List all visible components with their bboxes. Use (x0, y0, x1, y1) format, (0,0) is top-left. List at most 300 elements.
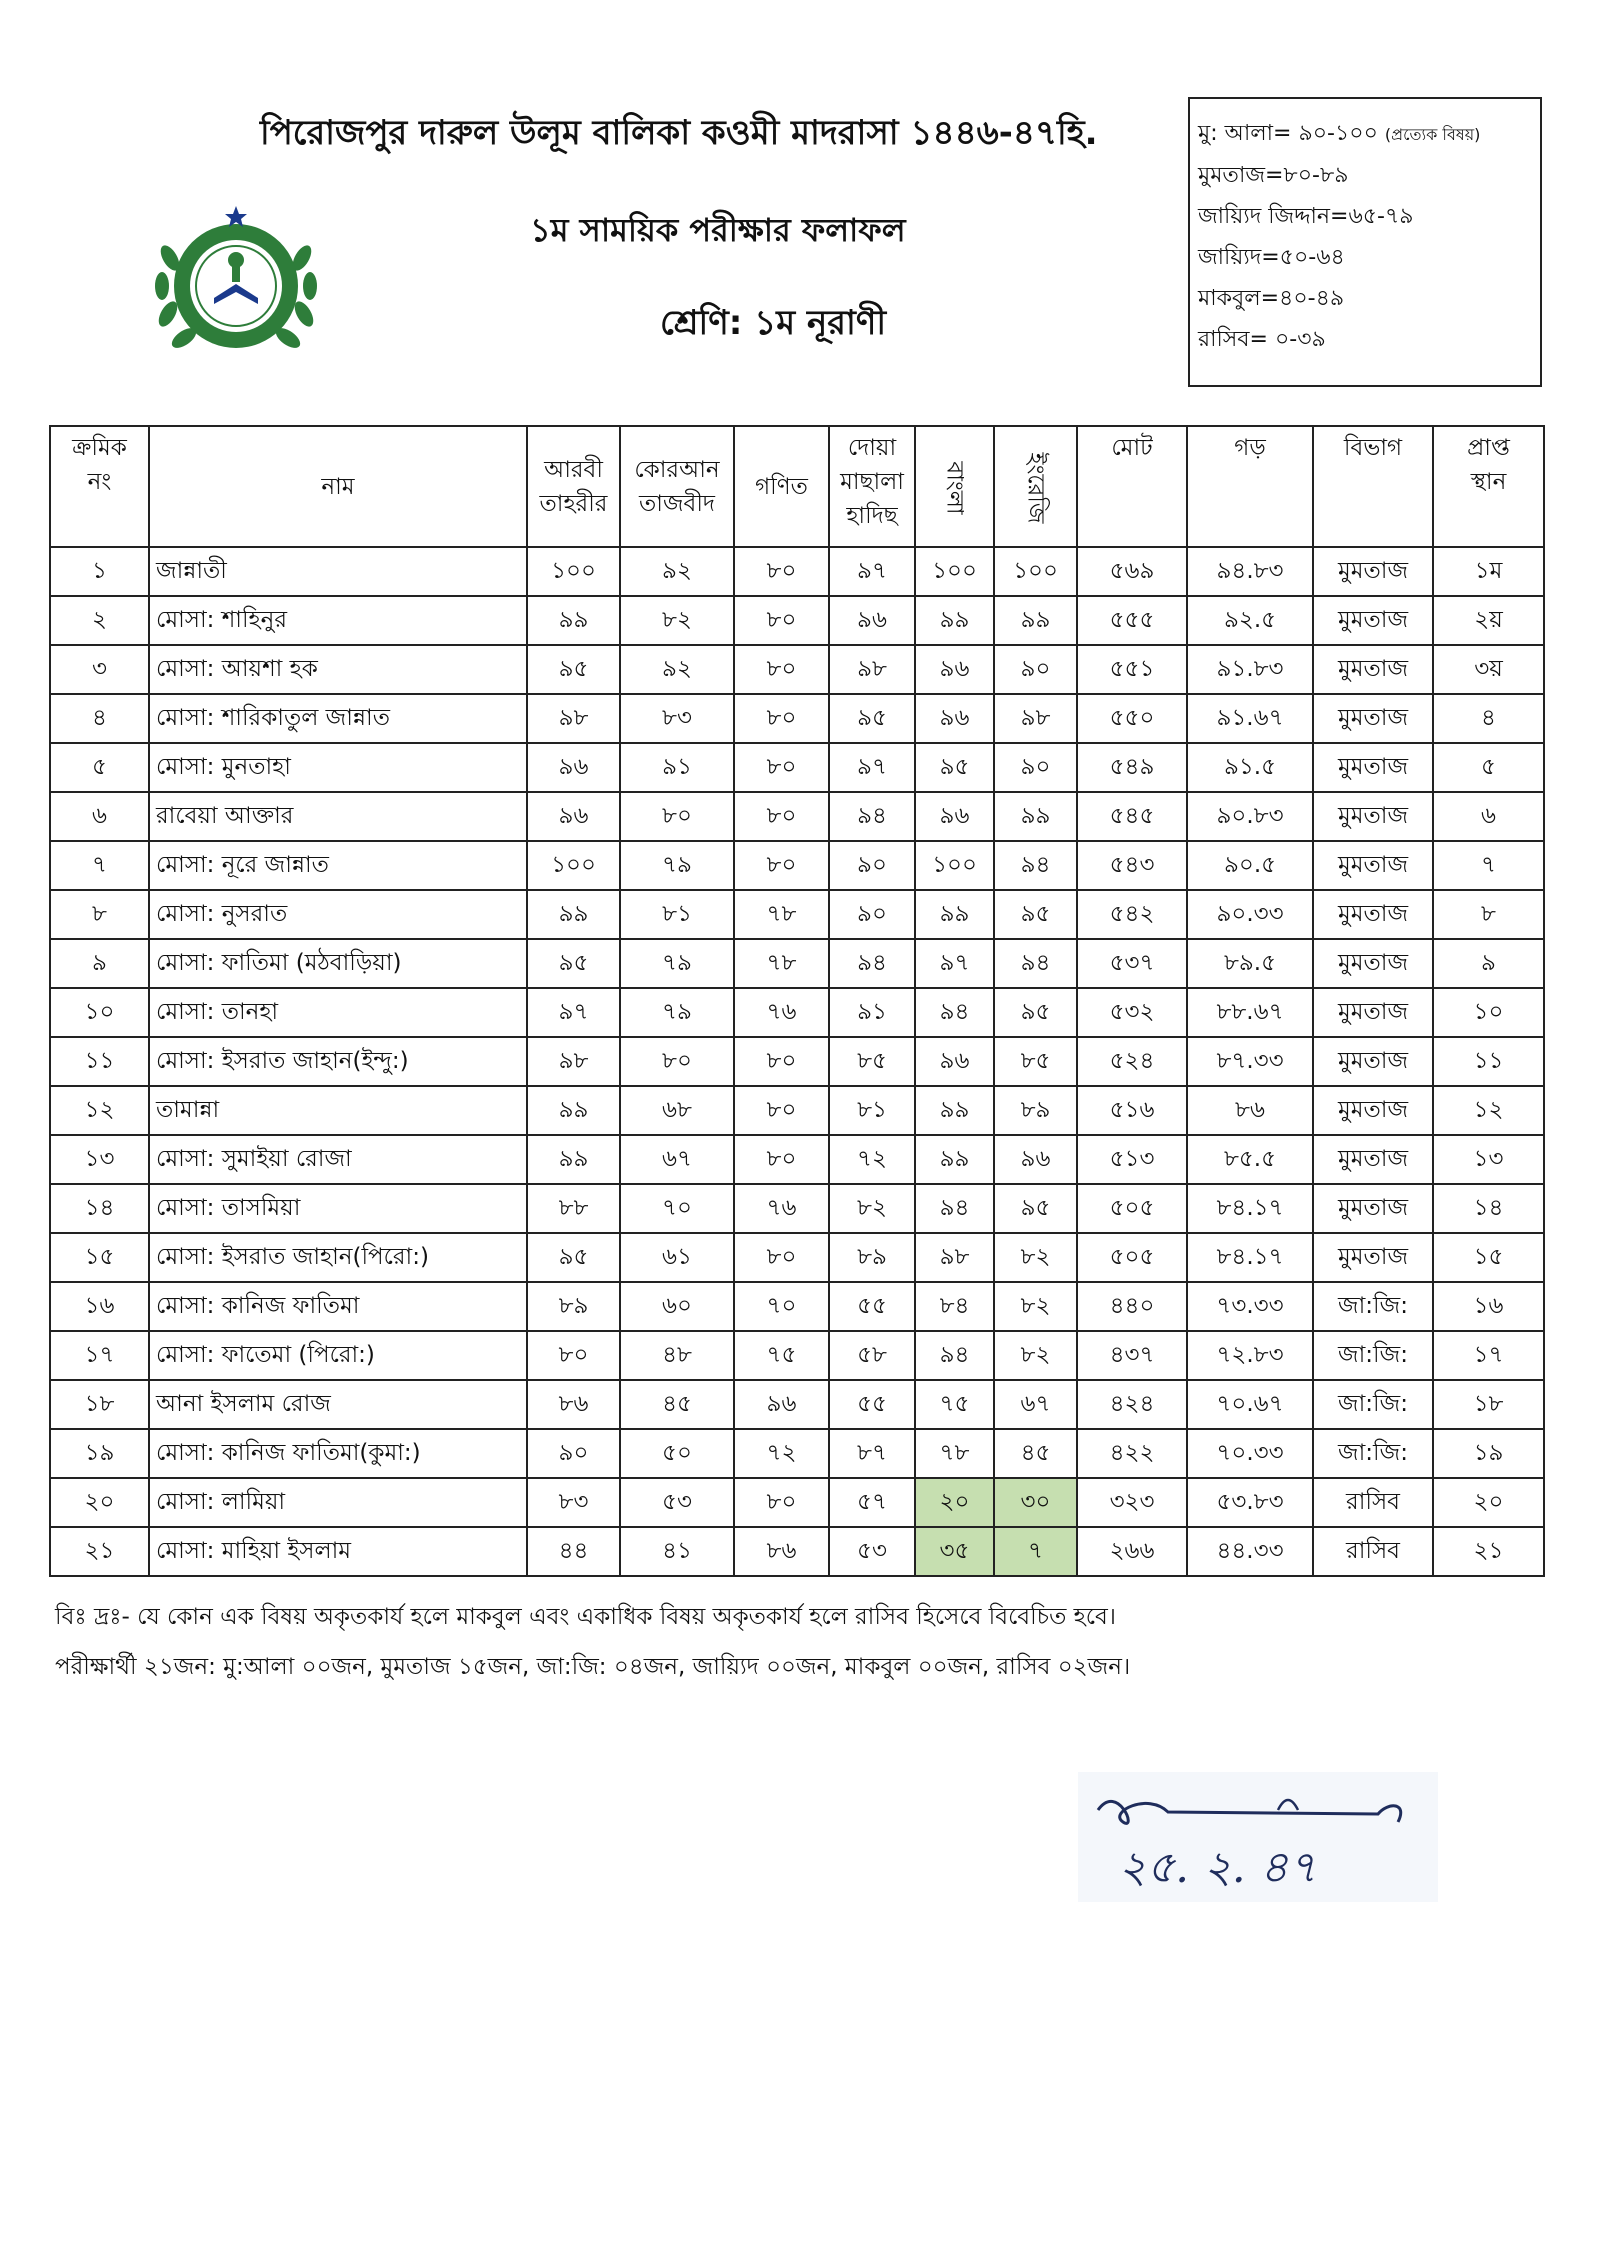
cell-bangla: ৯৮ (915, 1233, 994, 1282)
cell-total: ৫৪৫ (1077, 792, 1187, 841)
header-average: গড় (1187, 426, 1313, 547)
cell-total: ৪৩৭ (1077, 1331, 1187, 1380)
cell-english: ৯৬ (994, 1135, 1077, 1184)
table-row (50, 1429, 1544, 1478)
cell-total: ৫৬৯ (1077, 547, 1187, 596)
cell-dua: ৯৭ (829, 547, 915, 596)
cell-serial: ১০ (50, 988, 149, 1037)
cell-dua: ৫৫ (829, 1282, 915, 1331)
cell-english: ৭ (994, 1527, 1077, 1576)
cell-dua: ৯৫ (829, 694, 915, 743)
cell-english: ৯৯ (994, 596, 1077, 645)
cell-english: ৩০ (994, 1478, 1077, 1527)
cell-division: রাসিব (1313, 1478, 1433, 1527)
cell-bangla: ১০০ (915, 547, 994, 596)
grade-row: রাসিব= ০-৩৯ (1198, 327, 1326, 352)
cell-average: ৯১.৬৭ (1187, 694, 1313, 743)
cell-position: ৯ (1433, 939, 1544, 988)
cell-serial: ১৩ (50, 1135, 149, 1184)
cell-serial: ৭ (50, 841, 149, 890)
cell-position: ১৭ (1433, 1331, 1544, 1380)
cell-division: জা:জি: (1313, 1282, 1433, 1331)
table-row (50, 988, 1544, 1037)
cell-quran: ৬০ (620, 1282, 734, 1331)
cell-arabic: ৯৬ (527, 743, 620, 792)
cell-serial: ৫ (50, 743, 149, 792)
cell-english: ৯৮ (994, 694, 1077, 743)
cell-serial: ১৬ (50, 1282, 149, 1331)
cell-dua: ৮৫ (829, 1037, 915, 1086)
cell-arabic: ১০০ (527, 547, 620, 596)
table-row (50, 694, 1544, 743)
cell-position: ৪ (1433, 694, 1544, 743)
cell-arabic: ৯৫ (527, 1233, 620, 1282)
cell-average: ৪৪.৩৩ (1187, 1527, 1313, 1576)
header-serial: ক্রমিক নং (50, 426, 149, 547)
cell-name: মোসা: লামিয়া (149, 1478, 527, 1527)
cell-arabic: ১০০ (527, 841, 620, 890)
cell-math: ৭৮ (734, 939, 829, 988)
cell-english: ৮২ (994, 1233, 1077, 1282)
cell-dua: ৮১ (829, 1086, 915, 1135)
cell-total: ৪৪০ (1077, 1282, 1187, 1331)
cell-serial: ২১ (50, 1527, 149, 1576)
cell-quran: ৪১ (620, 1527, 734, 1576)
cell-arabic: ৯৯ (527, 890, 620, 939)
grade-row (1198, 113, 1530, 155)
cell-position: ১০ (1433, 988, 1544, 1037)
class-label: শ্রেণি: ১ম নূরাণী (660, 303, 887, 343)
cell-math: ৮০ (734, 1086, 829, 1135)
table-row (50, 1233, 1544, 1282)
cell-division: মুমতাজ (1313, 890, 1433, 939)
cell-total: ৫৫৫ (1077, 596, 1187, 645)
table-row (50, 1037, 1544, 1086)
cell-quran: ৯২ (620, 547, 734, 596)
cell-math: ৮০ (734, 1135, 829, 1184)
cell-average: ৯৪.৮৩ (1187, 547, 1313, 596)
madrasa-logo-icon (148, 198, 324, 374)
cell-quran: ৪৫ (620, 1380, 734, 1429)
cell-average: ৯১.৫ (1187, 743, 1313, 792)
cell-name: মোসা: শারিকাতুল জান্নাত (149, 694, 527, 743)
table-row (50, 1282, 1544, 1331)
table-row (50, 1527, 1544, 1576)
cell-position: ১৯ (1433, 1429, 1544, 1478)
cell-average: ৯১.৮৩ (1187, 645, 1313, 694)
cell-bangla: ৭৫ (915, 1380, 994, 1429)
grade-row: জায়্যিদ=৫০-৬৪ (1198, 245, 1345, 270)
cell-math: ৮০ (734, 1233, 829, 1282)
cell-english: ৮৯ (994, 1086, 1077, 1135)
cell-bangla: ৩৫ (915, 1527, 994, 1576)
cell-bangla: ৯৪ (915, 1184, 994, 1233)
cell-english: ৯৯ (994, 792, 1077, 841)
cell-dua: ৯৭ (829, 743, 915, 792)
cell-average: ৯২.৫ (1187, 596, 1313, 645)
cell-quran: ৪৮ (620, 1331, 734, 1380)
table-row (50, 792, 1544, 841)
cell-total: ৫৫১ (1077, 645, 1187, 694)
cell-arabic: ৮৮ (527, 1184, 620, 1233)
cell-english: ৯৫ (994, 988, 1077, 1037)
cell-name: মোসা: কানিজ ফাতিমা (149, 1282, 527, 1331)
cell-math: ৭৮ (734, 890, 829, 939)
cell-arabic: ৯৮ (527, 1037, 620, 1086)
cell-position: ১৬ (1433, 1282, 1544, 1331)
cell-division: মুমতাজ (1313, 1135, 1433, 1184)
cell-name: মোসা: ফাতিমা (মঠবাড়িয়া) (149, 939, 527, 988)
cell-math: ৮০ (734, 841, 829, 890)
cell-arabic: ৯৬ (527, 792, 620, 841)
cell-name: মোসা: নূরে জান্নাত (149, 841, 527, 890)
cell-math: ৮০ (734, 645, 829, 694)
cell-quran: ৮৩ (620, 694, 734, 743)
cell-quran: ৫০ (620, 1429, 734, 1478)
cell-bangla: ৭৮ (915, 1429, 994, 1478)
cell-quran: ৭৯ (620, 988, 734, 1037)
cell-name: মোসা: ইসরাত জাহান(পিরো:) (149, 1233, 527, 1282)
cell-dua: ৮২ (829, 1184, 915, 1233)
cell-dua: ৭২ (829, 1135, 915, 1184)
cell-average: ৭৩.৩৩ (1187, 1282, 1313, 1331)
cell-dua: ৯৪ (829, 939, 915, 988)
exam-subtitle: ১ম সাময়িক পরীক্ষার ফলাফল (530, 211, 906, 249)
cell-quran: ৬৮ (620, 1086, 734, 1135)
header-math: গণিত (734, 426, 829, 547)
cell-position: ১ম (1433, 547, 1544, 596)
table-row (50, 547, 1544, 596)
cell-division: জা:জি: (1313, 1429, 1433, 1478)
cell-math: ৮৬ (734, 1527, 829, 1576)
cell-english: ৯৫ (994, 1184, 1077, 1233)
cell-division: মুমতাজ (1313, 841, 1433, 890)
table-row (50, 743, 1544, 792)
cell-average: ৮৯.৫ (1187, 939, 1313, 988)
cell-average: ৮৬ (1187, 1086, 1313, 1135)
cell-average: ৮৫.৫ (1187, 1135, 1313, 1184)
cell-quran: ৮০ (620, 1037, 734, 1086)
table-row (50, 1086, 1544, 1135)
cell-position: ২য় (1433, 596, 1544, 645)
cell-bangla: ৯৬ (915, 792, 994, 841)
cell-bangla: ৮৪ (915, 1282, 994, 1331)
cell-quran: ৮০ (620, 792, 734, 841)
cell-division: মুমতাজ (1313, 1233, 1433, 1282)
table-row (50, 890, 1544, 939)
cell-bangla: ৯৭ (915, 939, 994, 988)
cell-english: ৮২ (994, 1331, 1077, 1380)
cell-bangla: ৯৯ (915, 596, 994, 645)
cell-math: ৭৫ (734, 1331, 829, 1380)
cell-arabic: ৮৯ (527, 1282, 620, 1331)
cell-name: মোসা: শাহিনুর (149, 596, 527, 645)
cell-total: ৫৫০ (1077, 694, 1187, 743)
cell-bangla: ৯৬ (915, 645, 994, 694)
grade-scale-box (1188, 97, 1542, 387)
cell-name: মোসা: ফাতেমা (পিরো:) (149, 1331, 527, 1380)
table-row (50, 1135, 1544, 1184)
cell-average: ৮৭.৩৩ (1187, 1037, 1313, 1086)
cell-serial: ৮ (50, 890, 149, 939)
cell-name: জান্নাতী (149, 547, 527, 596)
header-english: ইংরেজি (994, 426, 1077, 547)
cell-arabic: ৮৩ (527, 1478, 620, 1527)
cell-division: জা:জি: (1313, 1380, 1433, 1429)
page-title: পিরোজপুর দারুল উলূম বালিকা কওমী মাদরাসা ১৪৪৬-৪৭হি. (260, 113, 1098, 153)
header-total: মোট (1077, 426, 1187, 547)
grade-row: মুমতাজ=৮০-৮৯ (1198, 163, 1349, 188)
cell-quran: ৭৯ (620, 841, 734, 890)
table-header-row (50, 426, 1544, 547)
cell-name: মোসা: সুমাইয়া রোজা (149, 1135, 527, 1184)
header-arabic: আরবী তাহরীর (527, 426, 620, 547)
cell-name: তামান্না (149, 1086, 527, 1135)
cell-name: মোসা: আয়শা হক (149, 645, 527, 694)
grade-note: (প্রত্যেক বিষয়) (1384, 125, 1481, 144)
cell-total: ৫১৩ (1077, 1135, 1187, 1184)
cell-average: ৮৪.১৭ (1187, 1233, 1313, 1282)
cell-serial: ১৫ (50, 1233, 149, 1282)
cell-bangla: ৯৪ (915, 988, 994, 1037)
cell-quran: ৬১ (620, 1233, 734, 1282)
cell-arabic: ৪৪ (527, 1527, 620, 1576)
cell-average: ৭০.৬৭ (1187, 1380, 1313, 1429)
cell-dua: ৯৮ (829, 645, 915, 694)
header-position: প্রাপ্ত স্থান (1433, 426, 1544, 547)
cell-quran: ৯১ (620, 743, 734, 792)
cell-english: ৯০ (994, 645, 1077, 694)
cell-quran: ৭৯ (620, 939, 734, 988)
cell-name: মোসা: ইসরাত জাহান(ইন্দু:) (149, 1037, 527, 1086)
table-row (50, 1478, 1544, 1527)
cell-quran: ৮২ (620, 596, 734, 645)
cell-position: ১১ (1433, 1037, 1544, 1086)
cell-dua: ৮৭ (829, 1429, 915, 1478)
cell-serial: ১২ (50, 1086, 149, 1135)
cell-math: ৮০ (734, 1478, 829, 1527)
footer-summary: পরীক্ষার্থী ২১জন: মু:আলা ০০জন, মুমতাজ ১৫জন, জা:জি: ০৪জন, জায়্যিদ ০০জন, মাকবুল ০০জন, রাসিব ০২জন। (55, 1654, 1131, 1680)
cell-english: ৯০ (994, 743, 1077, 792)
cell-position: ৩য় (1433, 645, 1544, 694)
signature-icon (1078, 1772, 1438, 1902)
cell-dua: ৮৯ (829, 1233, 915, 1282)
cell-division: মুমতাজ (1313, 596, 1433, 645)
cell-position: ২১ (1433, 1527, 1544, 1576)
cell-total: ৩২৩ (1077, 1478, 1187, 1527)
cell-arabic: ৯০ (527, 1429, 620, 1478)
cell-serial: ৯ (50, 939, 149, 988)
cell-average: ৮৪.১৭ (1187, 1184, 1313, 1233)
header-division: বিভাগ (1313, 426, 1433, 547)
cell-english: ৮২ (994, 1282, 1077, 1331)
cell-position: ১২ (1433, 1086, 1544, 1135)
signature-date: ২৫. ২. ৪৭ (1118, 1842, 1317, 1893)
cell-serial: ১৪ (50, 1184, 149, 1233)
cell-serial: ৬ (50, 792, 149, 841)
cell-arabic: ৯৯ (527, 1086, 620, 1135)
cell-name: মোসা: মাহিয়া ইসলাম (149, 1527, 527, 1576)
cell-math: ৮০ (734, 792, 829, 841)
cell-position: ১৮ (1433, 1380, 1544, 1429)
cell-arabic: ৯৯ (527, 596, 620, 645)
cell-bangla: ২০ (915, 1478, 994, 1527)
cell-bangla: ৯৯ (915, 1086, 994, 1135)
cell-english: ৪৫ (994, 1429, 1077, 1478)
cell-english: ৯৪ (994, 939, 1077, 988)
cell-serial: ১৯ (50, 1429, 149, 1478)
cell-quran: ৫৩ (620, 1478, 734, 1527)
cell-arabic: ৯৮ (527, 694, 620, 743)
cell-division: মুমতাজ (1313, 1184, 1433, 1233)
cell-position: ৭ (1433, 841, 1544, 890)
cell-arabic: ৮৬ (527, 1380, 620, 1429)
footer-note: বিঃ দ্রঃ- যে কোন এক বিষয় অকৃতকার্য হলে মাকবুল এবং একাধিক বিষয় অকৃতকার্য হলে রাসিব হিসেবে বিবেচিত হবে। (55, 1604, 1117, 1630)
cell-position: ১৩ (1433, 1135, 1544, 1184)
cell-dua: ৫৩ (829, 1527, 915, 1576)
cell-arabic: ৯৫ (527, 939, 620, 988)
cell-division: মুমতাজ (1313, 1086, 1433, 1135)
cell-division: মুমতাজ (1313, 1037, 1433, 1086)
cell-division: মুমতাজ (1313, 645, 1433, 694)
cell-math: ৮০ (734, 547, 829, 596)
cell-average: ৯০.৮৩ (1187, 792, 1313, 841)
result-table (49, 425, 1545, 1577)
cell-total: ২৬৬ (1077, 1527, 1187, 1576)
cell-math: ৮০ (734, 1037, 829, 1086)
cell-serial: ১৮ (50, 1380, 149, 1429)
cell-math: ৭৬ (734, 988, 829, 1037)
grade-row: মাকবুল=৪০-৪৯ (1198, 286, 1345, 311)
cell-english: ৮৫ (994, 1037, 1077, 1086)
cell-division: মুমতাজ (1313, 792, 1433, 841)
cell-division: মুমতাজ (1313, 547, 1433, 596)
table-row (50, 596, 1544, 645)
table-row (50, 1331, 1544, 1380)
cell-division: মুমতাজ (1313, 743, 1433, 792)
table-row (50, 841, 1544, 890)
cell-name: মোসা: কানিজ ফাতিমা(কুমা:) (149, 1429, 527, 1478)
cell-serial: ১ (50, 547, 149, 596)
cell-total: ৪২২ (1077, 1429, 1187, 1478)
table-row (50, 1184, 1544, 1233)
cell-division: মুমতাজ (1313, 694, 1433, 743)
cell-math: ৯৬ (734, 1380, 829, 1429)
cell-bangla: ৯৬ (915, 1037, 994, 1086)
cell-dua: ৫৮ (829, 1331, 915, 1380)
cell-english: ৯৫ (994, 890, 1077, 939)
cell-position: ৬ (1433, 792, 1544, 841)
cell-total: ৫২৪ (1077, 1037, 1187, 1086)
cell-arabic: ৮০ (527, 1331, 620, 1380)
header-name: নাম (149, 426, 527, 547)
cell-name: রাবেয়া আক্তার (149, 792, 527, 841)
cell-bangla: ৯৫ (915, 743, 994, 792)
header-bangla: বাংলা (915, 426, 994, 547)
cell-total: ৪২৪ (1077, 1380, 1187, 1429)
cell-division: মুমতাজ (1313, 939, 1433, 988)
table-row (50, 939, 1544, 988)
cell-dua: ৯০ (829, 890, 915, 939)
cell-serial: ২ (50, 596, 149, 645)
cell-serial: ১৭ (50, 1331, 149, 1380)
cell-average: ৯০.৫ (1187, 841, 1313, 890)
cell-serial: ৩ (50, 645, 149, 694)
cell-bangla: ৯৬ (915, 694, 994, 743)
cell-total: ৫৩২ (1077, 988, 1187, 1037)
cell-total: ৫০৫ (1077, 1184, 1187, 1233)
cell-dua: ৫৫ (829, 1380, 915, 1429)
cell-bangla: ১০০ (915, 841, 994, 890)
cell-name: আনা ইসলাম রোজ (149, 1380, 527, 1429)
cell-dua: ৫৭ (829, 1478, 915, 1527)
cell-average: ৭২.৮৩ (1187, 1331, 1313, 1380)
cell-total: ৫০৫ (1077, 1233, 1187, 1282)
grade-text: মু: আলা= ৯০-১০০ (1198, 121, 1378, 146)
cell-total: ৫১৬ (1077, 1086, 1187, 1135)
result-table-body (50, 547, 1544, 1576)
cell-dua: ৯১ (829, 988, 915, 1037)
cell-division: জা:জি: (1313, 1331, 1433, 1380)
cell-name: মোসা: তানহা (149, 988, 527, 1037)
cell-arabic: ৯৯ (527, 1135, 620, 1184)
cell-quran: ৯২ (620, 645, 734, 694)
cell-english: ৯৪ (994, 841, 1077, 890)
cell-average: ৮৮.৬৭ (1187, 988, 1313, 1037)
cell-math: ৭৬ (734, 1184, 829, 1233)
cell-serial: ১১ (50, 1037, 149, 1086)
cell-bangla: ৯৯ (915, 1135, 994, 1184)
cell-quran: ৭০ (620, 1184, 734, 1233)
cell-division: মুমতাজ (1313, 988, 1433, 1037)
header-quran: কোরআন তাজবীদ (620, 426, 734, 547)
cell-total: ৫৪২ (1077, 890, 1187, 939)
cell-serial: ৪ (50, 694, 149, 743)
grade-row: জায়্যিদ জিদ্দান=৬৫-৭৯ (1198, 204, 1414, 229)
cell-position: ১৫ (1433, 1233, 1544, 1282)
cell-total: ৫৪৩ (1077, 841, 1187, 890)
cell-average: ৭০.৩৩ (1187, 1429, 1313, 1478)
cell-quran: ৮১ (620, 890, 734, 939)
header-dua: দোয়া মাছালা হাদিছ (829, 426, 915, 547)
cell-name: মোসা: মুনতাহা (149, 743, 527, 792)
table-row (50, 645, 1544, 694)
cell-math: ৮০ (734, 596, 829, 645)
cell-bangla: ৯৯ (915, 890, 994, 939)
cell-name: মোসা: নুসরাত (149, 890, 527, 939)
cell-position: ১৪ (1433, 1184, 1544, 1233)
cell-position: ৮ (1433, 890, 1544, 939)
cell-name: মোসা: তাসমিয়া (149, 1184, 527, 1233)
cell-average: ৯০.৩৩ (1187, 890, 1313, 939)
table-row (50, 1380, 1544, 1429)
cell-division: রাসিব (1313, 1527, 1433, 1576)
cell-dua: ৯০ (829, 841, 915, 890)
cell-math: ৮০ (734, 743, 829, 792)
cell-math: ৭২ (734, 1429, 829, 1478)
cell-math: ৮০ (734, 694, 829, 743)
cell-average: ৫৩.৮৩ (1187, 1478, 1313, 1527)
cell-arabic: ৯৭ (527, 988, 620, 1037)
cell-english: ৬৭ (994, 1380, 1077, 1429)
cell-total: ৫৩৭ (1077, 939, 1187, 988)
cell-quran: ৬৭ (620, 1135, 734, 1184)
cell-arabic: ৯৫ (527, 645, 620, 694)
cell-dua: ৯৬ (829, 596, 915, 645)
cell-dua: ৯৪ (829, 792, 915, 841)
cell-serial: ২০ (50, 1478, 149, 1527)
cell-bangla: ৯৪ (915, 1331, 994, 1380)
